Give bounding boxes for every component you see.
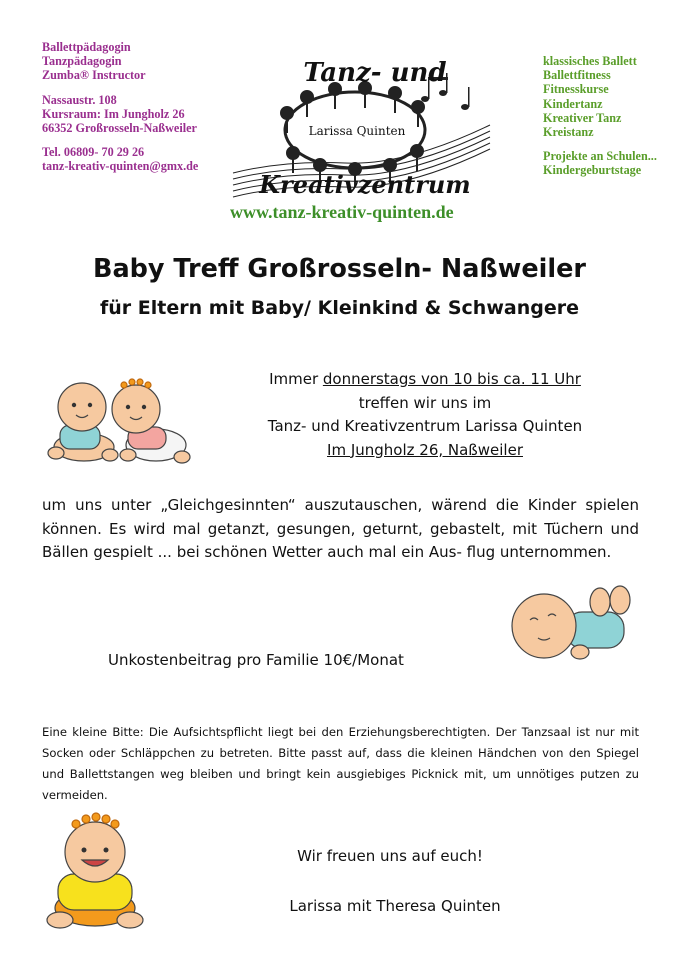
course-line: Kreistanz	[543, 125, 594, 140]
logo-top-text: Tanz- und	[303, 58, 447, 88]
courses-block	[543, 54, 657, 139]
dance-center-logo	[225, 55, 500, 205]
sitting-baby-illustration	[40, 808, 150, 933]
address-line: Nassaustr. 108	[42, 92, 117, 107]
phone-line: Tel. 06809- 70 29 26	[42, 145, 145, 160]
projects-block	[543, 149, 657, 177]
page-title: Baby Treff Großrosseln- Naßweiler	[93, 254, 586, 284]
fee-text: Unkostenbeitrag pro Familie 10€/Monat	[108, 651, 404, 669]
baby-girl-icon	[112, 379, 190, 463]
baby-lying-illustration	[508, 582, 640, 668]
course-line: klassisches Ballett	[543, 54, 637, 68]
address-block	[42, 93, 198, 136]
logo-center-text: Larissa Quinten	[308, 124, 406, 138]
meeting-time-line	[200, 368, 650, 392]
meeting-time-prefix: Immer	[269, 370, 323, 388]
qualifications-block	[42, 40, 198, 83]
website-url: www.tanz-kreativ-quinten.de	[230, 202, 454, 222]
closing-text: Wir freuen uns auf euch!	[297, 847, 483, 865]
email-line: tanz-kreativ-quinten@gmx.de	[42, 159, 199, 174]
project-line: Kindergeburtstage	[543, 163, 642, 178]
course-line: Kreativer Tanz	[543, 110, 622, 125]
qualification-line: Zumba® Instructor	[42, 68, 146, 83]
baby-boy-icon	[48, 383, 118, 461]
baby-head-icon	[512, 594, 576, 658]
two-babies-illustration	[44, 375, 192, 467]
qualification-line: Tanzpädagogin	[42, 54, 122, 69]
description-paragraph: um uns unter „Gleichgesinnten“ auszutauschen, wärend die Kinder spielen können. Es wird mal getanzt, gesungen, geturnt, gebastelt, mit Tüchern und Bällen gespielt ... bei schönen Wetter auch mal ein Aus- flug unternommen.	[42, 496, 639, 561]
course-line: Kindertanz	[543, 96, 603, 111]
header-right-offerings	[543, 54, 657, 188]
address-line: Kursraum: Im Jungholz 26	[42, 106, 185, 121]
baby-head-icon	[65, 822, 125, 882]
page-subtitle: für Eltern mit Baby/ Kleinkind & Schwangere	[100, 297, 579, 319]
address-line: 66352 Großrosseln-Naßweiler	[42, 121, 197, 136]
meeting-info	[200, 368, 650, 462]
meeting-line: treffen wir uns im	[358, 393, 492, 412]
meeting-venue: Tanz- und Kreativzentrum Larissa Quinten	[267, 417, 583, 435]
meeting-address: Im Jungholz 26, Naßweiler	[327, 440, 523, 459]
header-left-contact	[42, 40, 198, 184]
qualification-line: Ballettpädagogin	[42, 40, 131, 54]
course-line: Fitnesskurse	[543, 82, 609, 97]
course-line: Ballettfitness	[543, 68, 611, 83]
meeting-time: donnerstags von 10 bis ca. 11 Uhr	[322, 370, 581, 388]
contact-block	[42, 145, 198, 173]
project-line: Projekte an Schulen...	[543, 149, 657, 164]
signature: Larissa mit Theresa Quinten	[289, 897, 501, 915]
rules-note: Eine kleine Bitte: Die Aufsichtspflicht liegt bei den Erziehungsberechtigten. Der Tanzsaal ist nur mit Socken oder Schläppchen zu betreten. Bitte passt auf, dass die kleinen Händchen von den Spiegel und Ballettstangen weg bleiben und bringt kein ausgiebiges Picknick mit, um unnötiges putzen zu vermeiden.	[42, 725, 639, 802]
logo-bottom-text: Kreativzentrum	[259, 170, 471, 199]
